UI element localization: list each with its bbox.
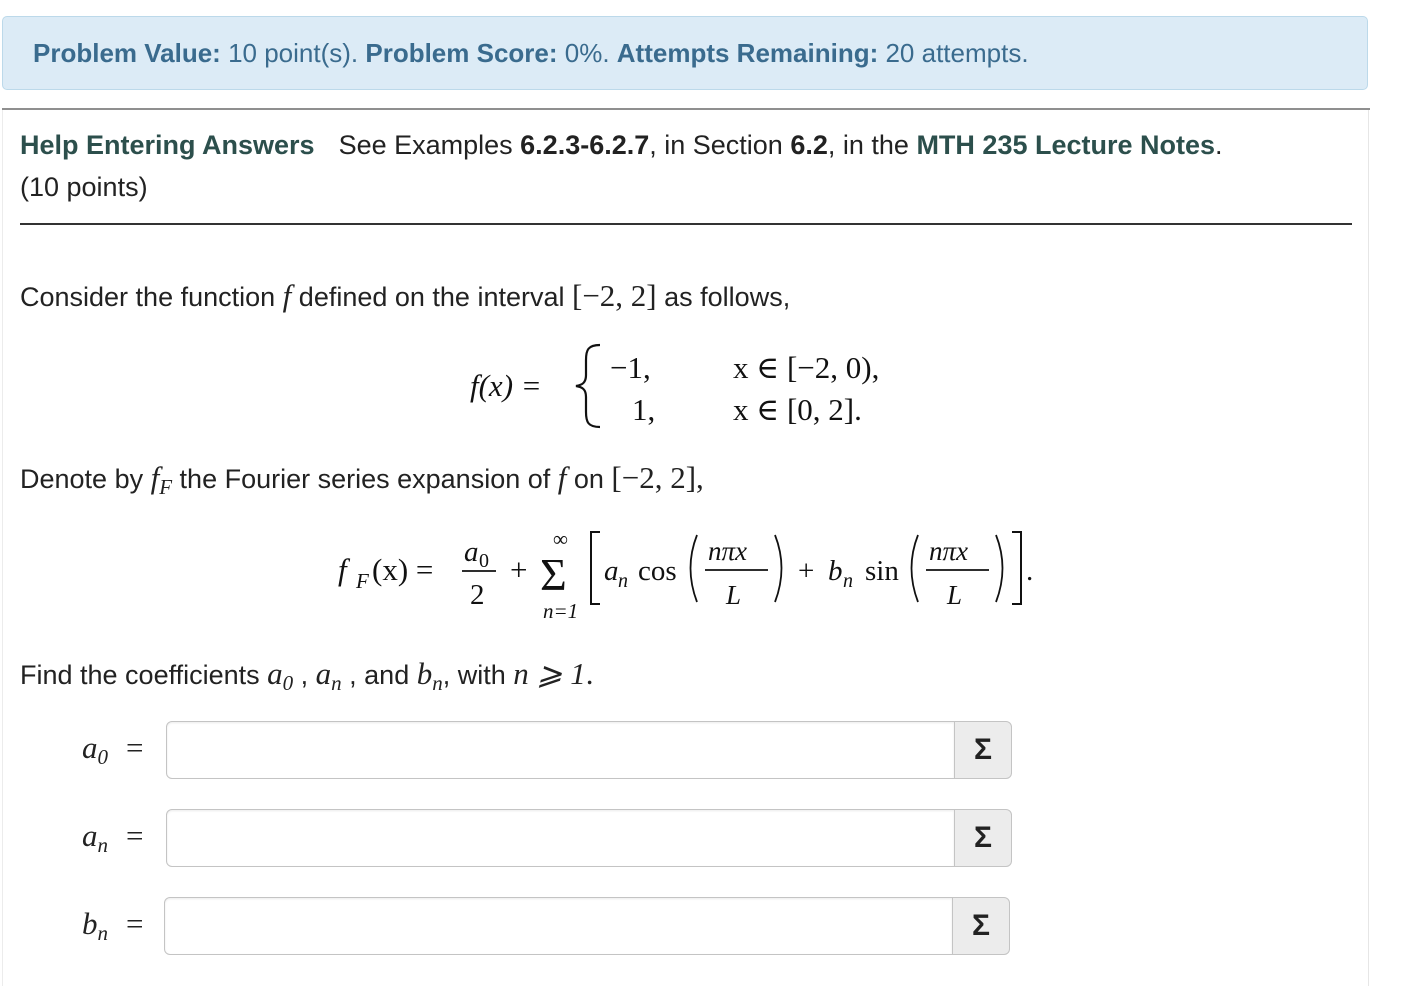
- answer-eq: =: [126, 906, 144, 941]
- problem-score-text: 0%.: [557, 37, 617, 68]
- an-answer-input[interactable]: [166, 809, 955, 867]
- sum-upper-limit: ∞: [553, 527, 568, 551]
- fourier-lhs-sub: F: [356, 569, 369, 593]
- para3-bn-sub: n: [432, 671, 443, 695]
- piecewise-brace: [576, 345, 600, 427]
- top-divider: [2, 108, 1370, 110]
- sum-symbol: Σ: [540, 549, 567, 600]
- answer-var-sub: n: [97, 833, 108, 857]
- para3-with: , with: [442, 660, 514, 690]
- answer-var: a: [82, 818, 98, 853]
- para2-on: on: [566, 464, 612, 494]
- sin-paren-left: [912, 535, 919, 602]
- help-see-text: See Examples: [338, 130, 521, 160]
- para2-start: Denote by: [20, 464, 151, 494]
- points-label: (10 points): [20, 172, 148, 202]
- piecewise-row2-value: 1,: [632, 392, 656, 427]
- para3-start: Find the coefficients: [20, 660, 268, 690]
- fourier-sin: sin: [865, 555, 899, 587]
- right-bracket: [1012, 532, 1021, 604]
- para3-and: , and: [341, 660, 417, 690]
- para2-interval: [−2, 2],: [611, 460, 704, 495]
- cos-frac-den: L: [726, 580, 742, 610]
- answer-var-sub: 0: [97, 745, 108, 769]
- fourier-a0: a: [464, 536, 479, 568]
- attempts-remaining-label: Attempts Remaining:: [616, 37, 879, 68]
- content-right-border: [1368, 110, 1369, 986]
- para2-f: f: [557, 460, 567, 495]
- fourier-two: 2: [470, 579, 485, 611]
- fourier-cos: cos: [638, 555, 677, 587]
- para3-comma-1: ,: [293, 660, 316, 690]
- para3-condition: n ⩾ 1: [513, 656, 586, 691]
- help-period: .: [1215, 130, 1223, 160]
- help-in-section: , in Section: [649, 130, 791, 160]
- sin-paren-right: [996, 535, 1003, 602]
- para3-bn: b: [416, 656, 433, 691]
- a0-answer-input[interactable]: [166, 721, 955, 779]
- attempts-remaining-text: 20 attempts.: [878, 37, 1029, 68]
- an-equation-editor-button[interactable]: Σ: [954, 809, 1012, 867]
- fourier-an: a: [604, 555, 619, 587]
- fourier-bn: b: [828, 555, 843, 587]
- para2-mid: the Fourier series expansion of: [172, 464, 558, 494]
- function-f: f: [282, 278, 292, 313]
- problem-statement-1: [20, 278, 790, 314]
- fourier-lhs-arg: (x) =: [372, 552, 434, 587]
- help-line: [20, 130, 1223, 161]
- fourier-lhs-f: f: [338, 552, 347, 587]
- para1-end: as follows,: [656, 282, 791, 312]
- problem-value-label: Problem Value:: [33, 37, 221, 68]
- answer-label-a0: [82, 730, 143, 770]
- help-entering-answers-link[interactable]: Help Entering Answers: [20, 130, 315, 160]
- answer-var-sub: n: [97, 921, 108, 945]
- sin-frac-den: L: [947, 580, 963, 610]
- fourier-a0-sub: 0: [479, 550, 489, 572]
- answer-label-an: [82, 818, 143, 858]
- interval: [−2, 2]: [572, 278, 657, 313]
- help-in-the: , in the: [827, 130, 917, 160]
- cos-paren-left: [691, 535, 698, 602]
- help-examples: 6.2.3-6.2.7: [520, 130, 650, 160]
- para3-an-sub: n: [331, 671, 342, 695]
- para3-a0-sub: 0: [282, 671, 294, 695]
- fourier-an-sub: n: [618, 570, 628, 592]
- help-section: 6.2: [790, 130, 828, 160]
- problem-info-bar: [2, 16, 1368, 90]
- cos-frac-num: nπx: [708, 536, 748, 566]
- bn-equation-editor-button[interactable]: Σ: [952, 897, 1010, 955]
- fourier-bn-sub: n: [843, 570, 853, 592]
- fourier-end-period: .: [1026, 555, 1034, 587]
- answer-var: a: [82, 730, 98, 765]
- answer-var: b: [82, 906, 98, 941]
- answer-label-bn: [82, 906, 143, 946]
- para1-mid: defined on the interval: [291, 282, 572, 312]
- fourier-f: f: [150, 460, 160, 495]
- para3-end: .: [585, 656, 594, 691]
- para3-an: a: [315, 656, 332, 691]
- a0-equation-editor-button[interactable]: Σ: [954, 721, 1012, 779]
- para1-start: Consider the function: [20, 282, 283, 312]
- fourier-plus-1: +: [510, 552, 528, 587]
- bn-answer-input[interactable]: [164, 897, 953, 955]
- fourier-plus-2: +: [798, 555, 815, 587]
- para3-a0: a: [267, 656, 283, 691]
- problem-statement-3: [20, 656, 593, 696]
- sin-frac-num: nπx: [929, 536, 969, 566]
- piecewise-row2-cond: x ∈ [0, 2].: [733, 392, 862, 427]
- content-left-border: [2, 110, 3, 986]
- problem-score-label: Problem Score:: [365, 37, 558, 68]
- problem-divider: [20, 223, 1352, 225]
- fourier-f-sub: F: [159, 475, 173, 499]
- answer-eq: =: [126, 818, 144, 853]
- piecewise-lhs: f(x) =: [470, 368, 542, 403]
- answer-eq: =: [126, 730, 144, 765]
- problem-statement-2: [20, 460, 704, 500]
- sum-lower-limit: n=1: [543, 599, 579, 623]
- piecewise-row1-value: −1,: [610, 350, 651, 385]
- lecture-notes-link[interactable]: MTH 235 Lecture Notes: [916, 130, 1216, 160]
- cos-paren-right: [775, 535, 782, 602]
- piecewise-row1-cond: x ∈ [−2, 0),: [733, 350, 880, 385]
- left-bracket: [591, 532, 600, 604]
- problem-value-text: 10 point(s).: [220, 37, 366, 68]
